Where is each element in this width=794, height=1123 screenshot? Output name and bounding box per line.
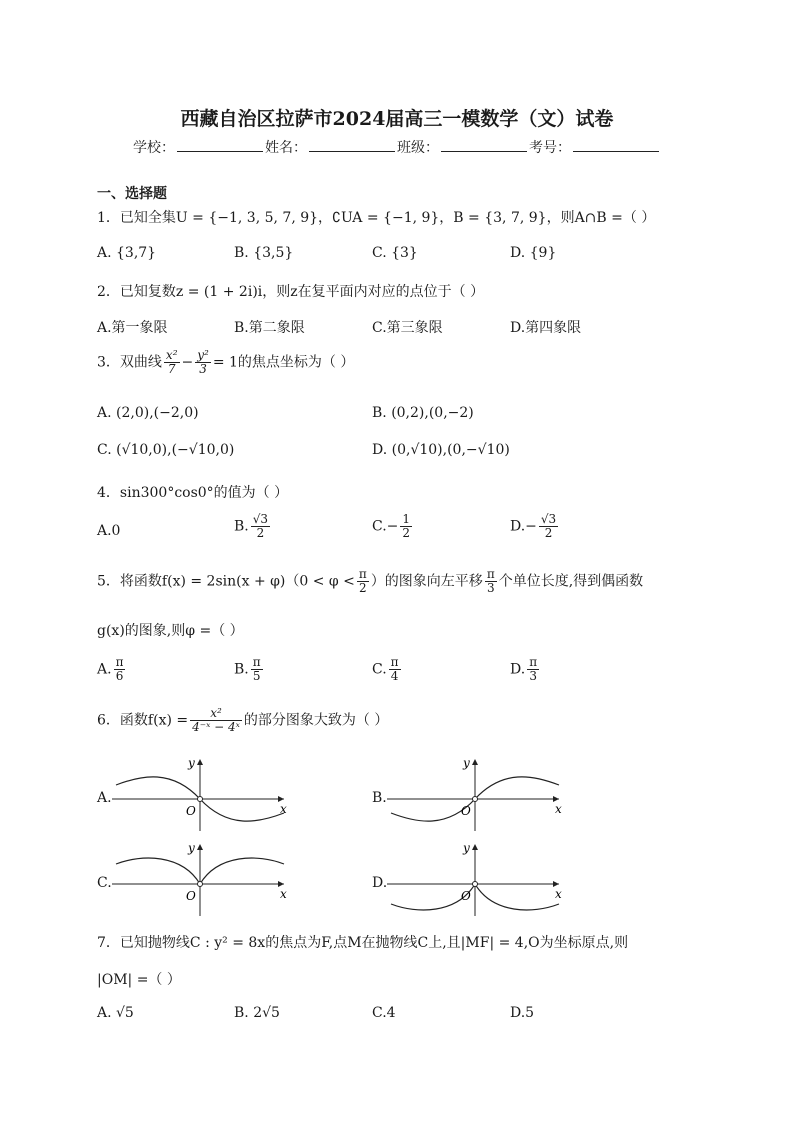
- q7-option-a[interactable]: A. √5: [97, 1005, 134, 1021]
- question-text: 个单位长度,得到偶函数: [498, 573, 644, 590]
- question-6: [97, 707, 388, 734]
- question-text: 的部分图象大致为（ ）: [243, 712, 389, 729]
- page-title: 西藏自治区拉萨市2024届高三一模数学（文）试卷: [180, 108, 614, 130]
- question-text: 双曲线: [119, 354, 162, 371]
- q5-option-b[interactable]: B. $\frac{\pi}{5}$: [234, 655, 261, 683]
- x-label: x: [555, 887, 562, 901]
- q1-option-b[interactable]: B. {3,5}: [234, 245, 294, 261]
- fraction: $\frac{\text{x²}}{7}$: [165, 348, 178, 376]
- q2-option-b[interactable]: B.第二象限: [234, 320, 305, 336]
- fraction: $\frac{1}{2}$: [402, 512, 411, 540]
- question-text: 函数f(x) =: [119, 712, 189, 729]
- q1-option-a[interactable]: A. {3,7}: [97, 245, 157, 261]
- y-label: y: [188, 756, 195, 770]
- fraction: $\frac{\text{y²}}{3}$: [197, 348, 209, 376]
- y-axis-arrow: [197, 844, 203, 850]
- q2-option-c[interactable]: C.第三象限: [372, 320, 443, 336]
- q3-option-b[interactable]: B. (0,2),(0,−2): [372, 405, 474, 421]
- q3-option-c[interactable]: C. (√10,0),(−√10,0): [97, 442, 235, 458]
- question-number: 5．: [97, 573, 120, 590]
- y-label: y: [463, 841, 470, 855]
- fraction: $\frac{√3}{2}$: [540, 512, 557, 540]
- fraction: $\frac{\text{x²}}{\text{4⁻ˣ − 4ˣ}}$: [192, 706, 240, 734]
- q1-option-c[interactable]: C. {3}: [372, 245, 418, 261]
- q4-option-c[interactable]: C.− $\frac{1}{2}$: [372, 512, 411, 540]
- q3-option-d[interactable]: D. (0,√10),(0,−√10): [372, 442, 510, 458]
- origin-label: O: [186, 889, 196, 903]
- question-7: [97, 932, 628, 952]
- q2-option-a[interactable]: A.第一象限: [97, 320, 168, 336]
- question-3: [97, 349, 354, 376]
- question-number: 3．: [97, 354, 120, 371]
- q3-option-a[interactable]: A. (2,0),(−2,0): [97, 405, 199, 421]
- question-text: 已知抛物线C : y² = 8x的焦点为F,点M在抛物线C上,且|MF| = 4,O为坐标原点,则: [119, 935, 629, 951]
- fraction: $\frac{√3}{2}$: [252, 512, 269, 540]
- q4-option-d[interactable]: D.− $\frac{√3}{2}$: [510, 512, 557, 540]
- q5-option-a[interactable]: A. $\frac{\pi}{6}$: [97, 655, 124, 683]
- graph-d[interactable]: [387, 840, 577, 920]
- q5-option-c[interactable]: C. $\frac{\pi}{4}$: [372, 655, 399, 683]
- school-field[interactable]: [177, 137, 263, 152]
- class-label: 班级：: [397, 140, 439, 156]
- y-axis-arrow: [197, 759, 203, 765]
- q7-option-c[interactable]: C.4: [372, 1005, 396, 1021]
- question-number: 6．: [97, 712, 120, 729]
- question-text: 已知复数z = (1 + 2i)i，则z在复平面内对应的点位于（ ）: [119, 284, 485, 300]
- q6-option-d-label[interactable]: D.: [372, 875, 388, 891]
- q7-option-b[interactable]: B. 2√5: [234, 1005, 280, 1021]
- q6-option-b-label[interactable]: B.: [372, 790, 387, 806]
- name-label: 姓名：: [265, 140, 307, 156]
- student-info-line: [0, 137, 794, 157]
- question-text: sin300°cos0°的值为（ ）: [119, 485, 289, 501]
- section-heading: 一、选择题: [97, 186, 167, 202]
- fraction: $\frac{\pi}{4}$: [390, 655, 399, 683]
- origin-point: [473, 882, 478, 887]
- fraction: $\frac{\pi}{5}$: [252, 655, 261, 683]
- q2-option-d[interactable]: D.第四象限: [510, 320, 582, 336]
- question-7-line2: |OM| =（ ）: [97, 972, 181, 988]
- origin-label: O: [461, 889, 471, 903]
- minus-sign: −: [181, 354, 194, 371]
- question-4: [97, 482, 288, 502]
- question-5-line2: g(x)的图象,则φ =（ ）: [97, 623, 244, 639]
- name-field[interactable]: [309, 137, 395, 152]
- number-label: 考号：: [529, 140, 571, 156]
- fraction: $\frac{\pi}{3}$: [529, 655, 538, 683]
- class-field[interactable]: [441, 137, 527, 152]
- origin-point: [198, 797, 203, 802]
- y-axis-arrow: [472, 844, 478, 850]
- origin-label: O: [186, 804, 196, 818]
- q6-option-c-label[interactable]: C.: [97, 875, 112, 891]
- y-label: y: [188, 841, 195, 855]
- x-label: x: [280, 887, 287, 901]
- q1-option-d[interactable]: D. {9}: [510, 245, 557, 261]
- question-number: 2．: [97, 284, 120, 300]
- school-label: 学校：: [133, 140, 175, 156]
- y-label: y: [463, 756, 470, 770]
- question-text: 将函数f(x) = 2sin(x + φ)（0 < φ <: [119, 573, 355, 590]
- fraction: $\frac{\pi}{6}$: [115, 655, 124, 683]
- question-2: [97, 281, 484, 301]
- origin-label: O: [461, 804, 471, 818]
- x-label: x: [555, 802, 562, 816]
- question-text: 已知全集U = {−1, 3, 5, 7, 9}，∁UA = {−1, 9}，B = {3, 7, 9}，则A∩B =（ ）: [119, 210, 656, 226]
- q7-option-d[interactable]: D.5: [510, 1005, 535, 1021]
- number-field[interactable]: [573, 137, 659, 152]
- fraction: $\frac{\pi}{3}$: [486, 567, 495, 595]
- graph-c[interactable]: [112, 840, 302, 920]
- question-text: ）的图象向左平移: [370, 573, 483, 590]
- question-number: 7．: [97, 935, 120, 951]
- origin-point: [473, 797, 478, 802]
- q6-option-a-label[interactable]: A.: [97, 790, 112, 806]
- graph-a[interactable]: [112, 755, 302, 835]
- question-number: 1．: [97, 210, 120, 226]
- question-text: = 1的焦点坐标为（ ）: [212, 354, 355, 371]
- question-5: [97, 568, 643, 595]
- q4-option-b[interactable]: B. $\frac{√3}{2}$: [234, 512, 269, 540]
- x-label: x: [280, 802, 287, 816]
- question-number: 4．: [97, 485, 120, 501]
- question-1: [97, 207, 655, 227]
- q5-option-d[interactable]: D. $\frac{\pi}{3}$: [510, 655, 538, 683]
- y-axis-arrow: [472, 759, 478, 765]
- origin-point: [198, 882, 203, 887]
- fraction: $\frac{\pi}{2}$: [358, 567, 367, 595]
- q4-option-a[interactable]: A.0: [97, 523, 121, 539]
- graph-b[interactable]: [387, 755, 577, 835]
